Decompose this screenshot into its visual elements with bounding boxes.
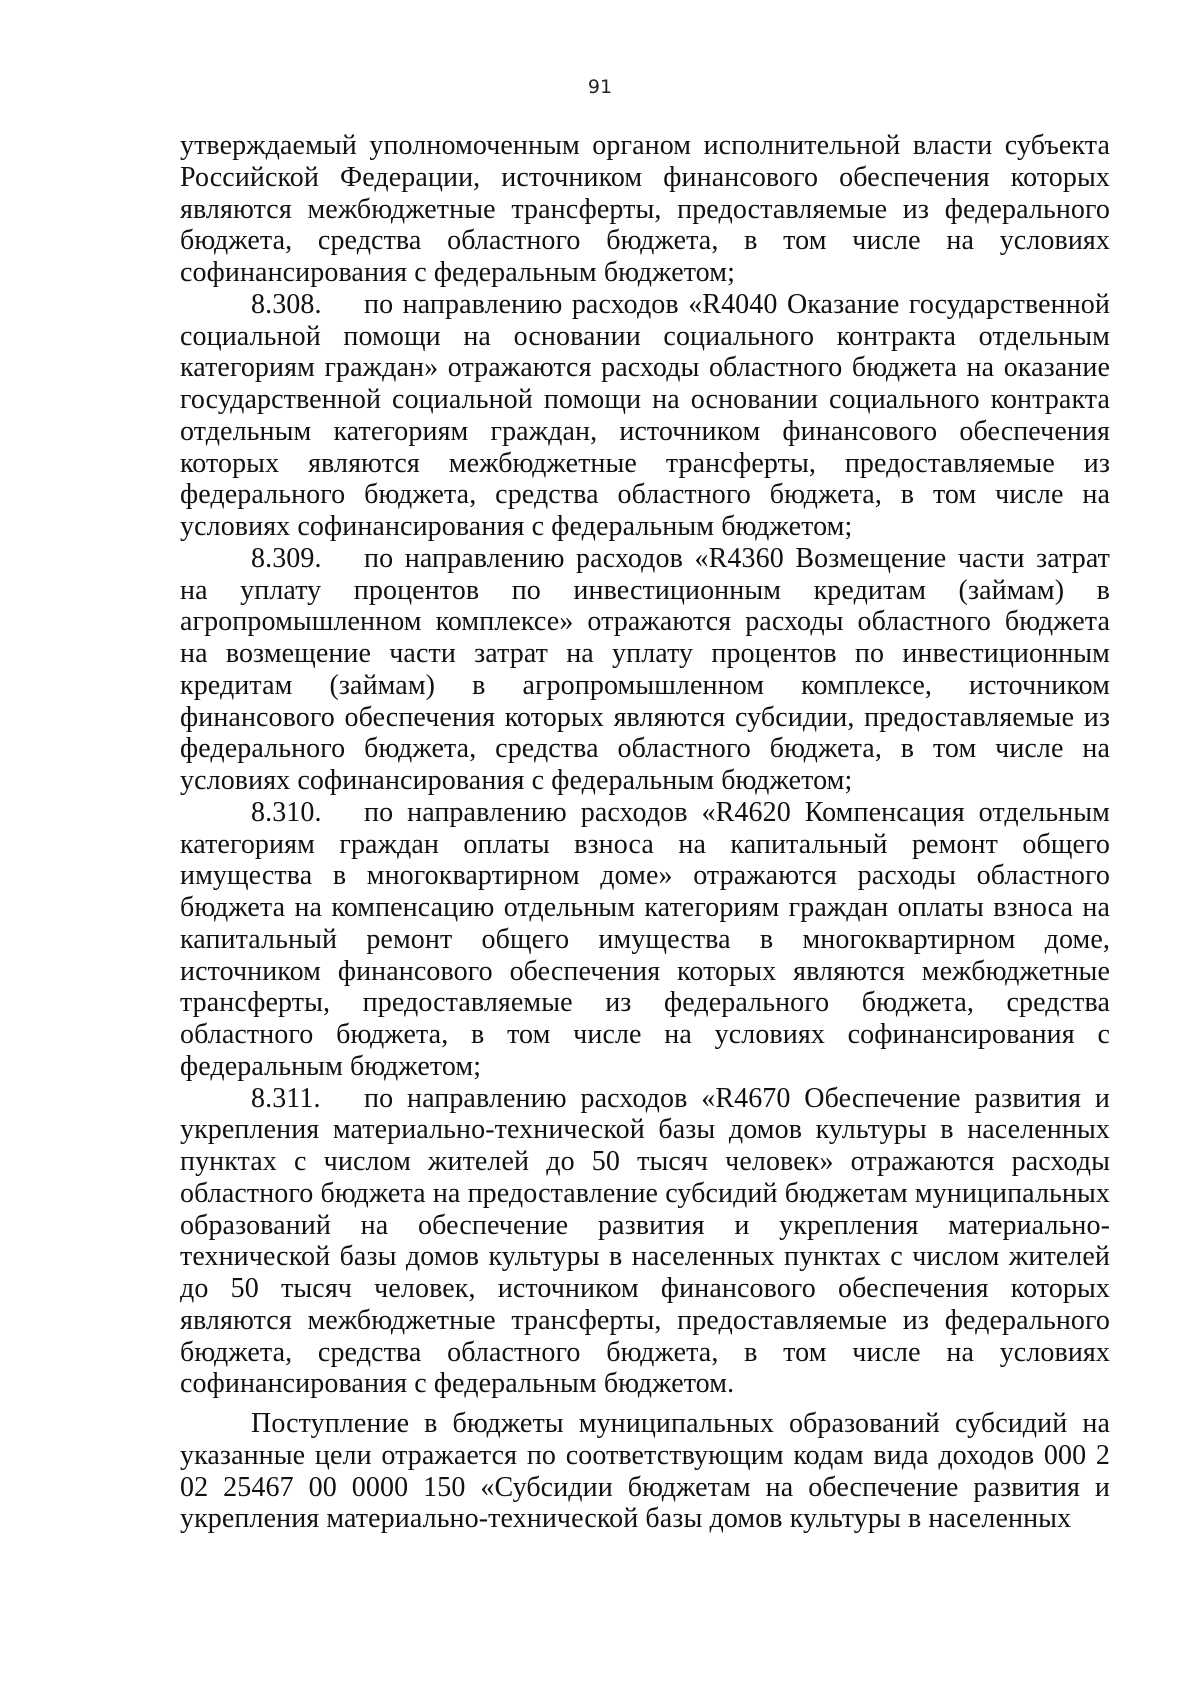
paragraph-text: по направлению расходов «R4360 Возмещение части затрат на уплату процентов по инвестиционным кредитам (займам) в агропромышленном комплексе» отражаются расходы областного бюджета на возмещение части затрат на уплату процентов по инвестиционным кредитам (займам) в агропромышленном комплексе, источником финансового обеспечения которых являются субсидии, предоставляемые из федерального бюджета, средства областного бюджета, в том числе на условиях софинансирования с федеральным бюджетом; [180,542,1110,796]
document-body [180,130,1110,1535]
paragraph-8-309 [180,543,1110,797]
paragraph-number: 8.311. [251,1082,321,1114]
paragraph-number: 8.308. [251,288,322,320]
paragraph-continuation [180,130,1110,289]
paragraph-text: по направлению расходов «R4040 Оказание государственной социальной помощи на основании социального контракта отдельным категориям граждан» отражаются расходы областного бюджета на оказание государственной социальной помощи на основании социального контракта отдельным категориям граждан, источником финансового обеспечения которых являются межбюджетные трансферты, предоставляемые из федерального бюджета, средства областного бюджета, в том числе на условиях софинансирования с федеральным бюджетом; [180,288,1110,542]
paragraph-text: по направлению расходов «R4620 Компенсация отдельным категориям граждан оплаты взноса на капитальный ремонт общего имущества в многоквартирном доме» отражаются расходы областного бюджета на компенсацию отдельным категориям граждан оплаты взноса на капитальный ремонт общего имущества в многоквартирном доме, источником финансового обеспечения которых являются межбюджетные трансферты, предоставляемые из федерального бюджета, средства областного бюджета, в том числе на условиях софинансирования с федеральным бюджетом; [180,796,1110,1082]
paragraph-revenue [180,1408,1110,1535]
paragraph-number: 8.310. [251,796,322,828]
paragraph-text: утверждаемый уполномоченным органом исполнительной власти субъекта Российской Федерации, источником финансового обеспечения которых являются межбюджетные трансферты, предоставляемые из федерального бюджета, средства областного бюджета, в том числе на условиях софинансирования с федеральным бюджетом; [180,130,1110,288]
paragraph-number: 8.309. [251,542,322,574]
paragraph-text: Поступление в бюджеты муниципальных образований субсидий на указанные цели отражается по соответствующим кодам вида доходов 000 2 02 25467 00 0000 150 «Субсидии бюджетам на обеспечение развития и укрепления материально-технической базы домов культуры в населенных [180,1408,1110,1535]
paragraph-8-311 [180,1083,1110,1401]
paragraph-8-310 [180,797,1110,1083]
paragraph-text: по направлению расходов «R4670 Обеспечение развития и укрепления материально-технической базы домов культуры в населенных пунктах с числом жителей до 50 тысяч человек» отражаются расходы областного бюджета на предоставление субсидий бюджетам муниципальных образований на обеспечение развития и укрепления материально-технической базы домов культуры в населенных пунктах с числом жителей до 50 тысяч человек, источником финансового обеспечения которых являются межбюджетные трансферты, предоставляемые из федерального бюджета, средства областного бюджета, в том числе на условиях софинансирования с федеральным бюджетом. [180,1082,1110,1400]
paragraph-8-308 [180,289,1110,543]
page-number: 91 [587,76,613,98]
